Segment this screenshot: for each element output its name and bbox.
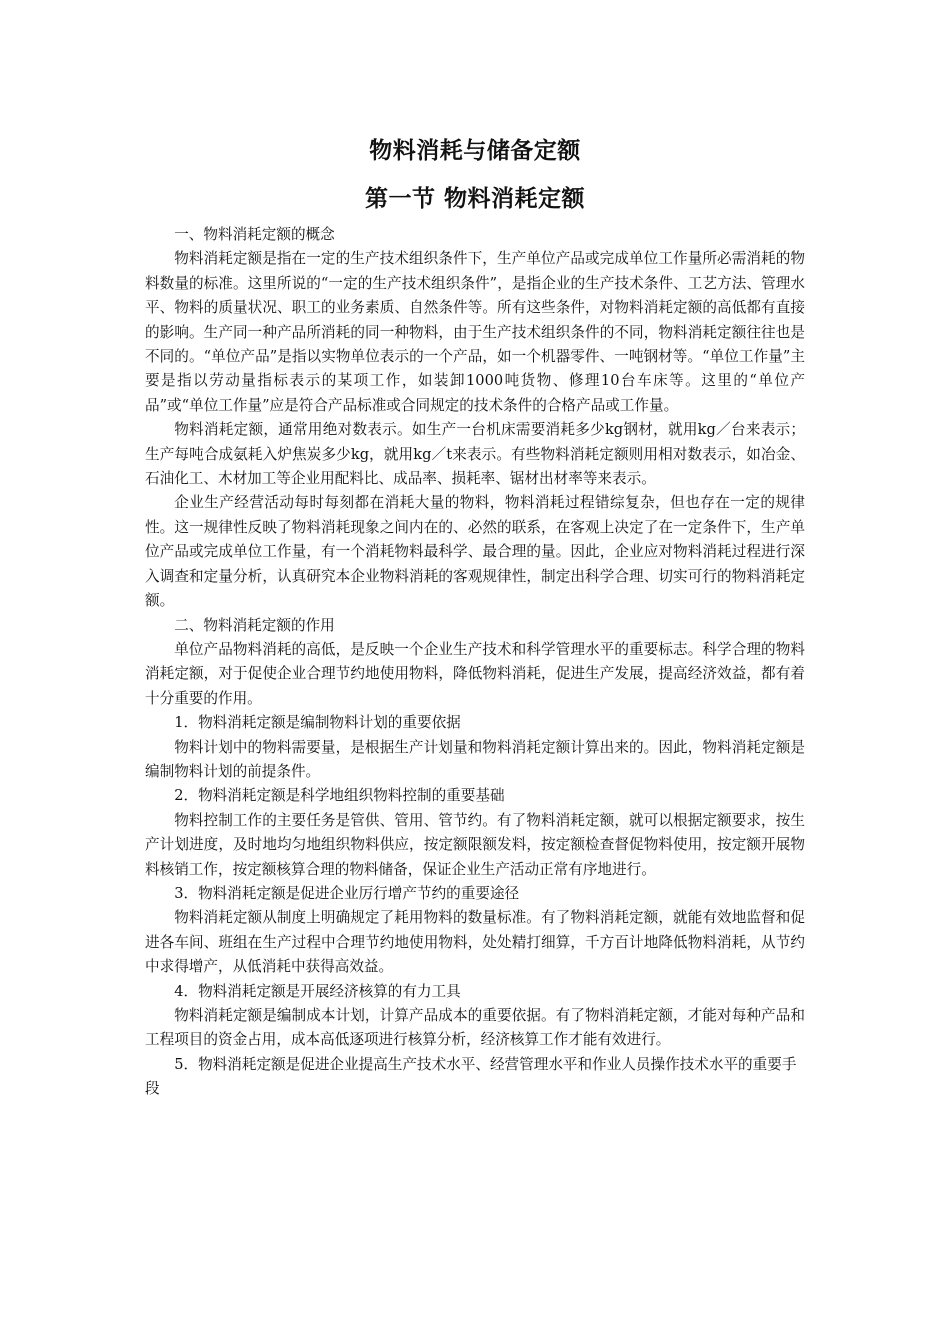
paragraph: 企业生产经营活动每时每刻都在消耗大量的物料，物料消耗过程错综复杂，但也存在一定的规律性。这一规律性反映了物料消耗现象之间内在的、必然的联系，在客观上决定了在一定条件下，生产单位产品或完成单位工作量，有一个消耗物料最科学、最合理的量。因此，企业应对物料消耗过程进行深入调查和定量分析，认真研究本企业物料消耗的客观规律性，制定出科学合理、切实可行的物料消耗定额。 bbox=[145, 494, 805, 610]
paragraph: 物料计划中的物料需要量，是根据生产计划量和物料消耗定额计算出来的。因此，物料消耗定额是编制物料计划的前提条件。 bbox=[145, 738, 805, 780]
paragraph: 物料消耗定额，通常用绝对数表示。如生产一台机床需要消耗多少kg钢材，就用kg／台来表示；生产每吨合成氨耗入炉焦炭多少kg，就用kg／t来表示。有些物料消耗定额则用相对数表示，如冶金、石油化工、木材加工等企业用配料比、成品率、损耗率、锯材出材率等来表示。 bbox=[145, 421, 805, 488]
numbered-item-2: 2．物料消耗定额是科学地组织物料控制的重要基础 bbox=[174, 787, 505, 805]
function-heading: 二、物料消耗定额的作用 bbox=[174, 616, 335, 634]
concept-heading: 一、物料消耗定额的概念 bbox=[174, 226, 335, 243]
paragraph: 单位产品物料消耗的高低，是反映一个企业生产技术和科学管理水平的重要标志。科学合理的物料消耗定额，对于促使企业合理节约地使用物料，降低物料消耗，促进生产发展，提高经济效益，都有着十分重要的作用。 bbox=[145, 640, 805, 707]
numbered-item-5: 5．物料消耗定额是促进企业提高生产技术水平、经营管理水平和作业人员操作技术水平的重要手段 bbox=[145, 1055, 797, 1098]
paragraph: 物料消耗定额是指在一定的生产技术组织条件下，生产单位产品或完成单位工作量所必需消耗的物料数量的标准。这里所说的“一定的生产技术组织条件”，是指企业的生产技术条件、工艺方法、管理水平、物料的质量状况、职工的业务素质、自然条件等。所有这些条件，对物料消耗定额的高低都有直接的影响。生产同一种产品所消耗的同一种物料，由于生产技术组织条件的不同，物料消耗定额往往也是不同的。“单位产品”是指以实物单位表示的一个产品，如一个机器零件、一吨钢材等。“单位工作量”主要是指以劳动量指标表示的某项工作，如装卸1000吨货物、修理10台车床等。这里的“单位产品”或“单位工作量”应是符合产品标准或合同规定的技术条件的合格产品或工作量。 bbox=[145, 250, 805, 414]
paragraph: 物料消耗定额从制度上明确规定了耗用物料的数量标准。有了物料消耗定额，就能有效地监督和促进各车间、班组在生产过程中合理节约地使用物料，处处精打细算，千方百计地降低物料消耗，从节约中求得增产，从低消耗中获得高效益。 bbox=[145, 909, 805, 976]
section-title: 第一节 物料消耗定额 bbox=[364, 186, 585, 212]
document-title: 物料消耗与储备定额 bbox=[369, 138, 581, 164]
numbered-item-4: 4．物料消耗定额是开展经济核算的有力工具 bbox=[174, 982, 461, 1000]
paragraph: 物料控制工作的主要任务是管供、管用、管节约。有了物料消耗定额，就可以根据定额要求，按生产计划进度，及时地均匀地组织物料供应，按定额限额发料，按定额检查督促物料使用，按定额开展物料核销工作，按定额核算合理的物料储备，保证企业生产活动正常有序地进行。 bbox=[145, 811, 805, 878]
paragraph: 物料消耗定额是编制成本计划，计算产品成本的重要依据。有了物料消耗定额，才能对每种产品和工程项目的资金占用，成本高低逐项进行核算分析，经济核算工作才能有效进行。 bbox=[145, 1007, 805, 1049]
numbered-item-3: 3．物料消耗定额是促进企业厉行增产节约的重要途径 bbox=[174, 884, 520, 902]
numbered-item-1: 1．物料消耗定额是编制物料计划的重要依据 bbox=[174, 714, 461, 732]
document-body bbox=[145, 133, 805, 1102]
